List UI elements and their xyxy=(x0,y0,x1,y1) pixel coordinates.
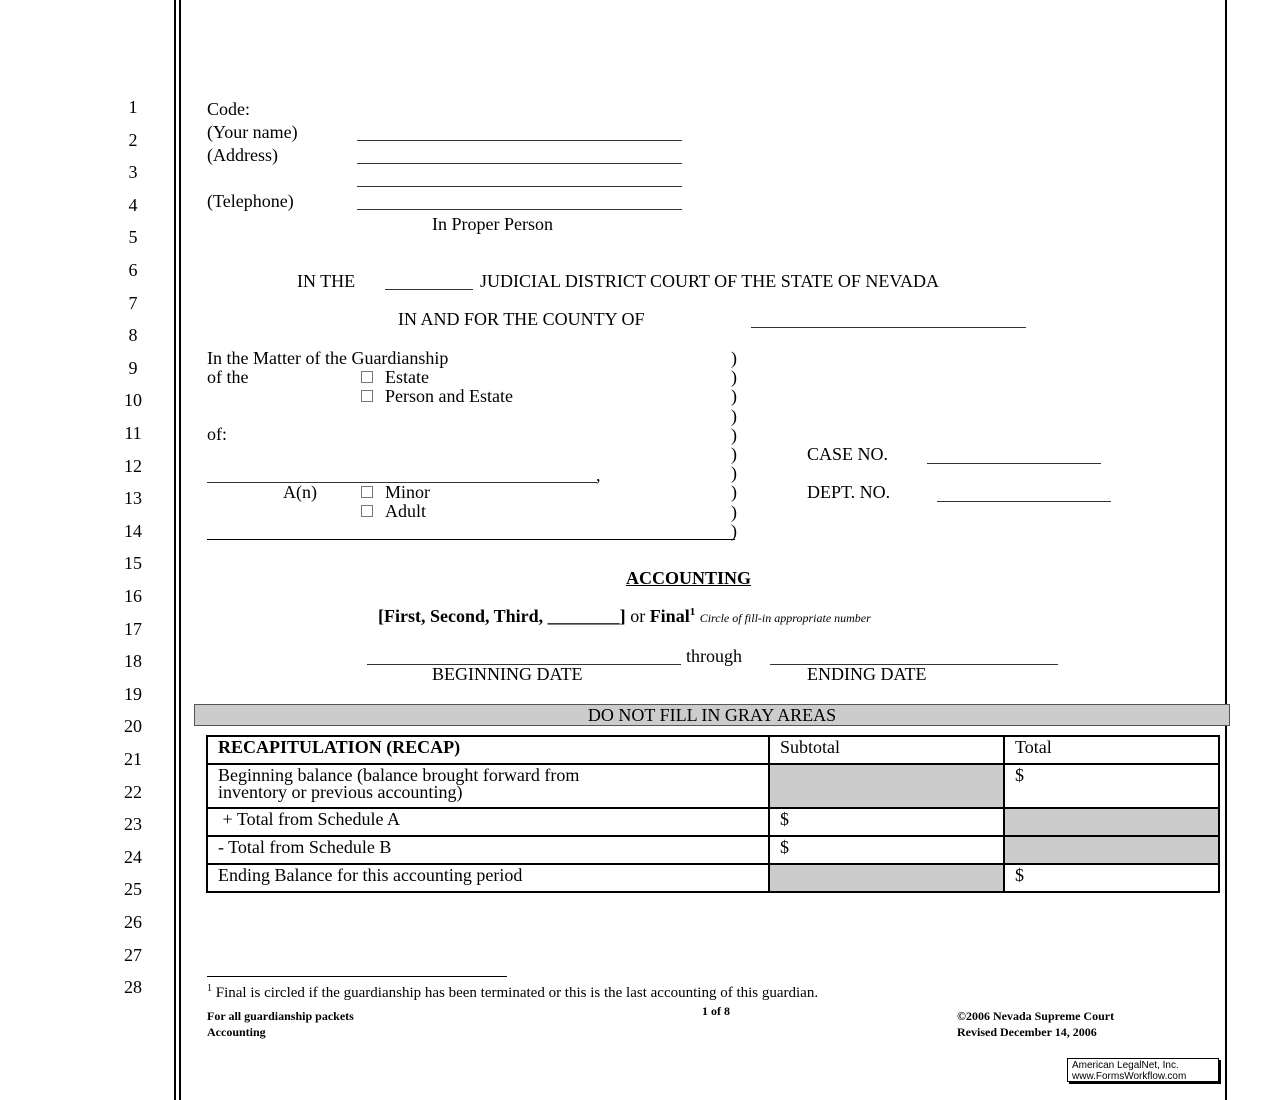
person-estate-option[interactable] xyxy=(361,386,513,407)
line-number: 8 xyxy=(128,325,138,346)
recap-beginning-label-b: inventory or previous accounting) xyxy=(218,782,463,802)
accounting-type-line xyxy=(378,606,871,627)
code-label: Code: xyxy=(207,99,250,119)
beginning-date-label: BEGINNING DATE xyxy=(432,664,583,684)
recap-ending-subtotal xyxy=(769,864,1004,892)
recap-row-beginning xyxy=(207,764,1219,808)
recap-beginning-label xyxy=(207,764,769,808)
telephone-label: (Telephone) xyxy=(207,191,294,211)
line-number: 5 xyxy=(128,227,138,248)
line-number: 18 xyxy=(124,651,142,672)
line-number: 20 xyxy=(124,716,142,737)
left-double-rule-1 xyxy=(174,0,176,1100)
minor-checkbox[interactable] xyxy=(361,486,373,498)
line-number: 24 xyxy=(124,846,142,867)
recap-header-row xyxy=(207,736,1219,764)
through-label: through xyxy=(686,646,742,666)
estate-label: Estate xyxy=(385,367,429,387)
footnote-mark: 1 xyxy=(207,983,212,994)
or-label: or xyxy=(630,606,646,626)
your-name-label: (Your name) xyxy=(207,122,298,142)
recap-table xyxy=(206,735,1220,893)
recap-header-label: RECAPITULATION (RECAP) xyxy=(207,736,769,764)
line-number: 22 xyxy=(124,781,142,802)
line-number: 13 xyxy=(124,488,142,509)
line-number: 1 xyxy=(128,97,138,117)
recap-beginning-label-a: Beginning balance (balance brought forward from xyxy=(218,765,580,785)
recap-schedule-a-subtotal[interactable]: $ xyxy=(769,808,1004,836)
recap-ending-total[interactable]: $ xyxy=(1004,864,1219,892)
footer-left-2: Accounting xyxy=(207,1025,266,1039)
right-rule xyxy=(1225,0,1227,1100)
address-field-1[interactable] xyxy=(357,163,682,164)
line-number: 16 xyxy=(124,586,142,606)
line-number: 23 xyxy=(124,814,142,835)
footnote xyxy=(207,983,818,1002)
recap-schedule-b-total xyxy=(1004,836,1219,864)
caption-paren: ) xyxy=(731,348,737,368)
minor-label: Minor xyxy=(385,482,430,502)
proper-person-label: In Proper Person xyxy=(432,214,553,234)
estate-option[interactable] xyxy=(361,367,429,388)
line-number: 4 xyxy=(128,194,138,215)
line-number: 27 xyxy=(124,944,142,965)
address-label: (Address) xyxy=(207,145,278,165)
recap-row-schedule-a xyxy=(207,808,1219,836)
recap-schedule-a-label: + Total from Schedule A xyxy=(207,808,769,836)
line-number: 7 xyxy=(128,292,138,313)
adult-checkbox[interactable] xyxy=(361,505,373,517)
caption-paren: ) xyxy=(731,367,737,388)
dept-no-field[interactable] xyxy=(937,501,1111,502)
recap-header-subtotal: Subtotal xyxy=(769,736,1004,764)
line-number: 15 xyxy=(124,553,142,574)
line-number: 11 xyxy=(124,423,142,443)
case-no-label: CASE NO. xyxy=(807,444,889,464)
recap-ending-label: Ending Balance for this accounting period xyxy=(207,864,769,892)
person-estate-label: Person and Estate xyxy=(385,386,513,406)
accounting-heading: ACCOUNTING xyxy=(626,568,752,588)
adult-label: Adult xyxy=(385,501,427,521)
legalnet-logo xyxy=(1067,1058,1219,1082)
caption-paren: ) xyxy=(731,482,737,503)
minor-option[interactable] xyxy=(361,482,430,503)
recap-schedule-a-total xyxy=(1004,808,1219,836)
court-suffix: JUDICIAL DISTRICT COURT OF THE STATE OF NEVADA xyxy=(480,271,940,291)
ending-date-label: ENDING DATE xyxy=(807,664,927,684)
gray-areas-text: DO NOT FILL IN GRAY AREAS xyxy=(587,705,837,725)
recap-row-ending xyxy=(207,864,1219,892)
caption-paren: ) xyxy=(731,386,737,407)
accounting-options: [First, Second, Third, ________] xyxy=(378,606,626,626)
line-number: 21 xyxy=(124,749,142,769)
circle-note: Circle of fill-in appropriate number xyxy=(699,611,871,625)
caption-bottom-rule xyxy=(207,539,735,540)
caption-paren: ) xyxy=(731,520,737,541)
final-label: Final xyxy=(649,606,690,626)
dept-no-label: DEPT. NO. xyxy=(807,482,891,502)
legalnet-logo-line2: www.FormsWorkflow.com xyxy=(1072,1071,1187,1082)
person-estate-checkbox[interactable] xyxy=(361,390,373,402)
estate-checkbox[interactable] xyxy=(361,371,373,383)
line-number: 26 xyxy=(124,912,142,932)
line-number: 9 xyxy=(128,357,138,378)
recap-beginning-total[interactable]: $ xyxy=(1004,764,1219,808)
your-name-field[interactable] xyxy=(357,140,682,141)
caption-paren: ) xyxy=(731,444,737,464)
caption-paren: ) xyxy=(731,463,737,484)
recap-header-total: Total xyxy=(1004,736,1219,764)
caption-paren: ) xyxy=(731,424,737,445)
of-the-label: of the xyxy=(207,367,249,387)
footer-right-2: Revised December 14, 2006 xyxy=(957,1025,1097,1039)
district-field[interactable] xyxy=(385,289,473,290)
line-number: 10 xyxy=(124,390,142,411)
caption-paren: ) xyxy=(731,501,737,522)
line-number: 14 xyxy=(124,520,142,541)
county-label: IN AND FOR THE COUNTY OF xyxy=(398,309,645,329)
line-number: 12 xyxy=(124,455,142,476)
line-number: 6 xyxy=(128,260,138,280)
footnote-text: Final is circled if the guardianship has been terminated or this is the last accounting of this guardian. xyxy=(215,985,819,1001)
of-label: of: xyxy=(207,424,227,444)
adult-option[interactable] xyxy=(361,501,426,522)
gray-areas-banner xyxy=(194,704,1230,726)
caption-paren: ) xyxy=(731,405,737,426)
matter-label: In the Matter of the Guardianship xyxy=(207,348,449,368)
line-number: 2 xyxy=(128,129,138,150)
ward-name-comma: , xyxy=(596,465,601,485)
recap-beginning-subtotal xyxy=(769,764,1004,808)
line-number: 3 xyxy=(128,162,138,183)
line-number: 28 xyxy=(124,977,142,998)
an-label: A(n) xyxy=(283,482,317,502)
footer-right-1: ©2006 Nevada Supreme Court xyxy=(957,1009,1115,1023)
line-number: 17 xyxy=(124,618,142,639)
court-prefix: IN THE xyxy=(297,271,356,291)
address-field-2[interactable] xyxy=(357,186,682,187)
recap-row-schedule-b xyxy=(207,836,1219,864)
line-number: 25 xyxy=(124,879,142,900)
recap-schedule-b-subtotal[interactable]: $ xyxy=(769,836,1004,864)
footnote-rule xyxy=(207,976,507,977)
footer-left-1: For all guardianship packets xyxy=(207,1009,354,1023)
telephone-field[interactable] xyxy=(357,209,682,210)
case-no-field[interactable] xyxy=(927,463,1101,464)
recap-schedule-b-label: - Total from Schedule B xyxy=(207,836,769,864)
footer-page: 1 of 8 xyxy=(702,1004,730,1018)
left-double-rule-2 xyxy=(179,0,181,1100)
legalnet-logo-line1: American LegalNet, Inc. xyxy=(1072,1060,1179,1071)
county-field[interactable] xyxy=(751,327,1026,328)
final-footnote-mark: 1 xyxy=(689,606,696,618)
line-number: 19 xyxy=(124,683,142,704)
